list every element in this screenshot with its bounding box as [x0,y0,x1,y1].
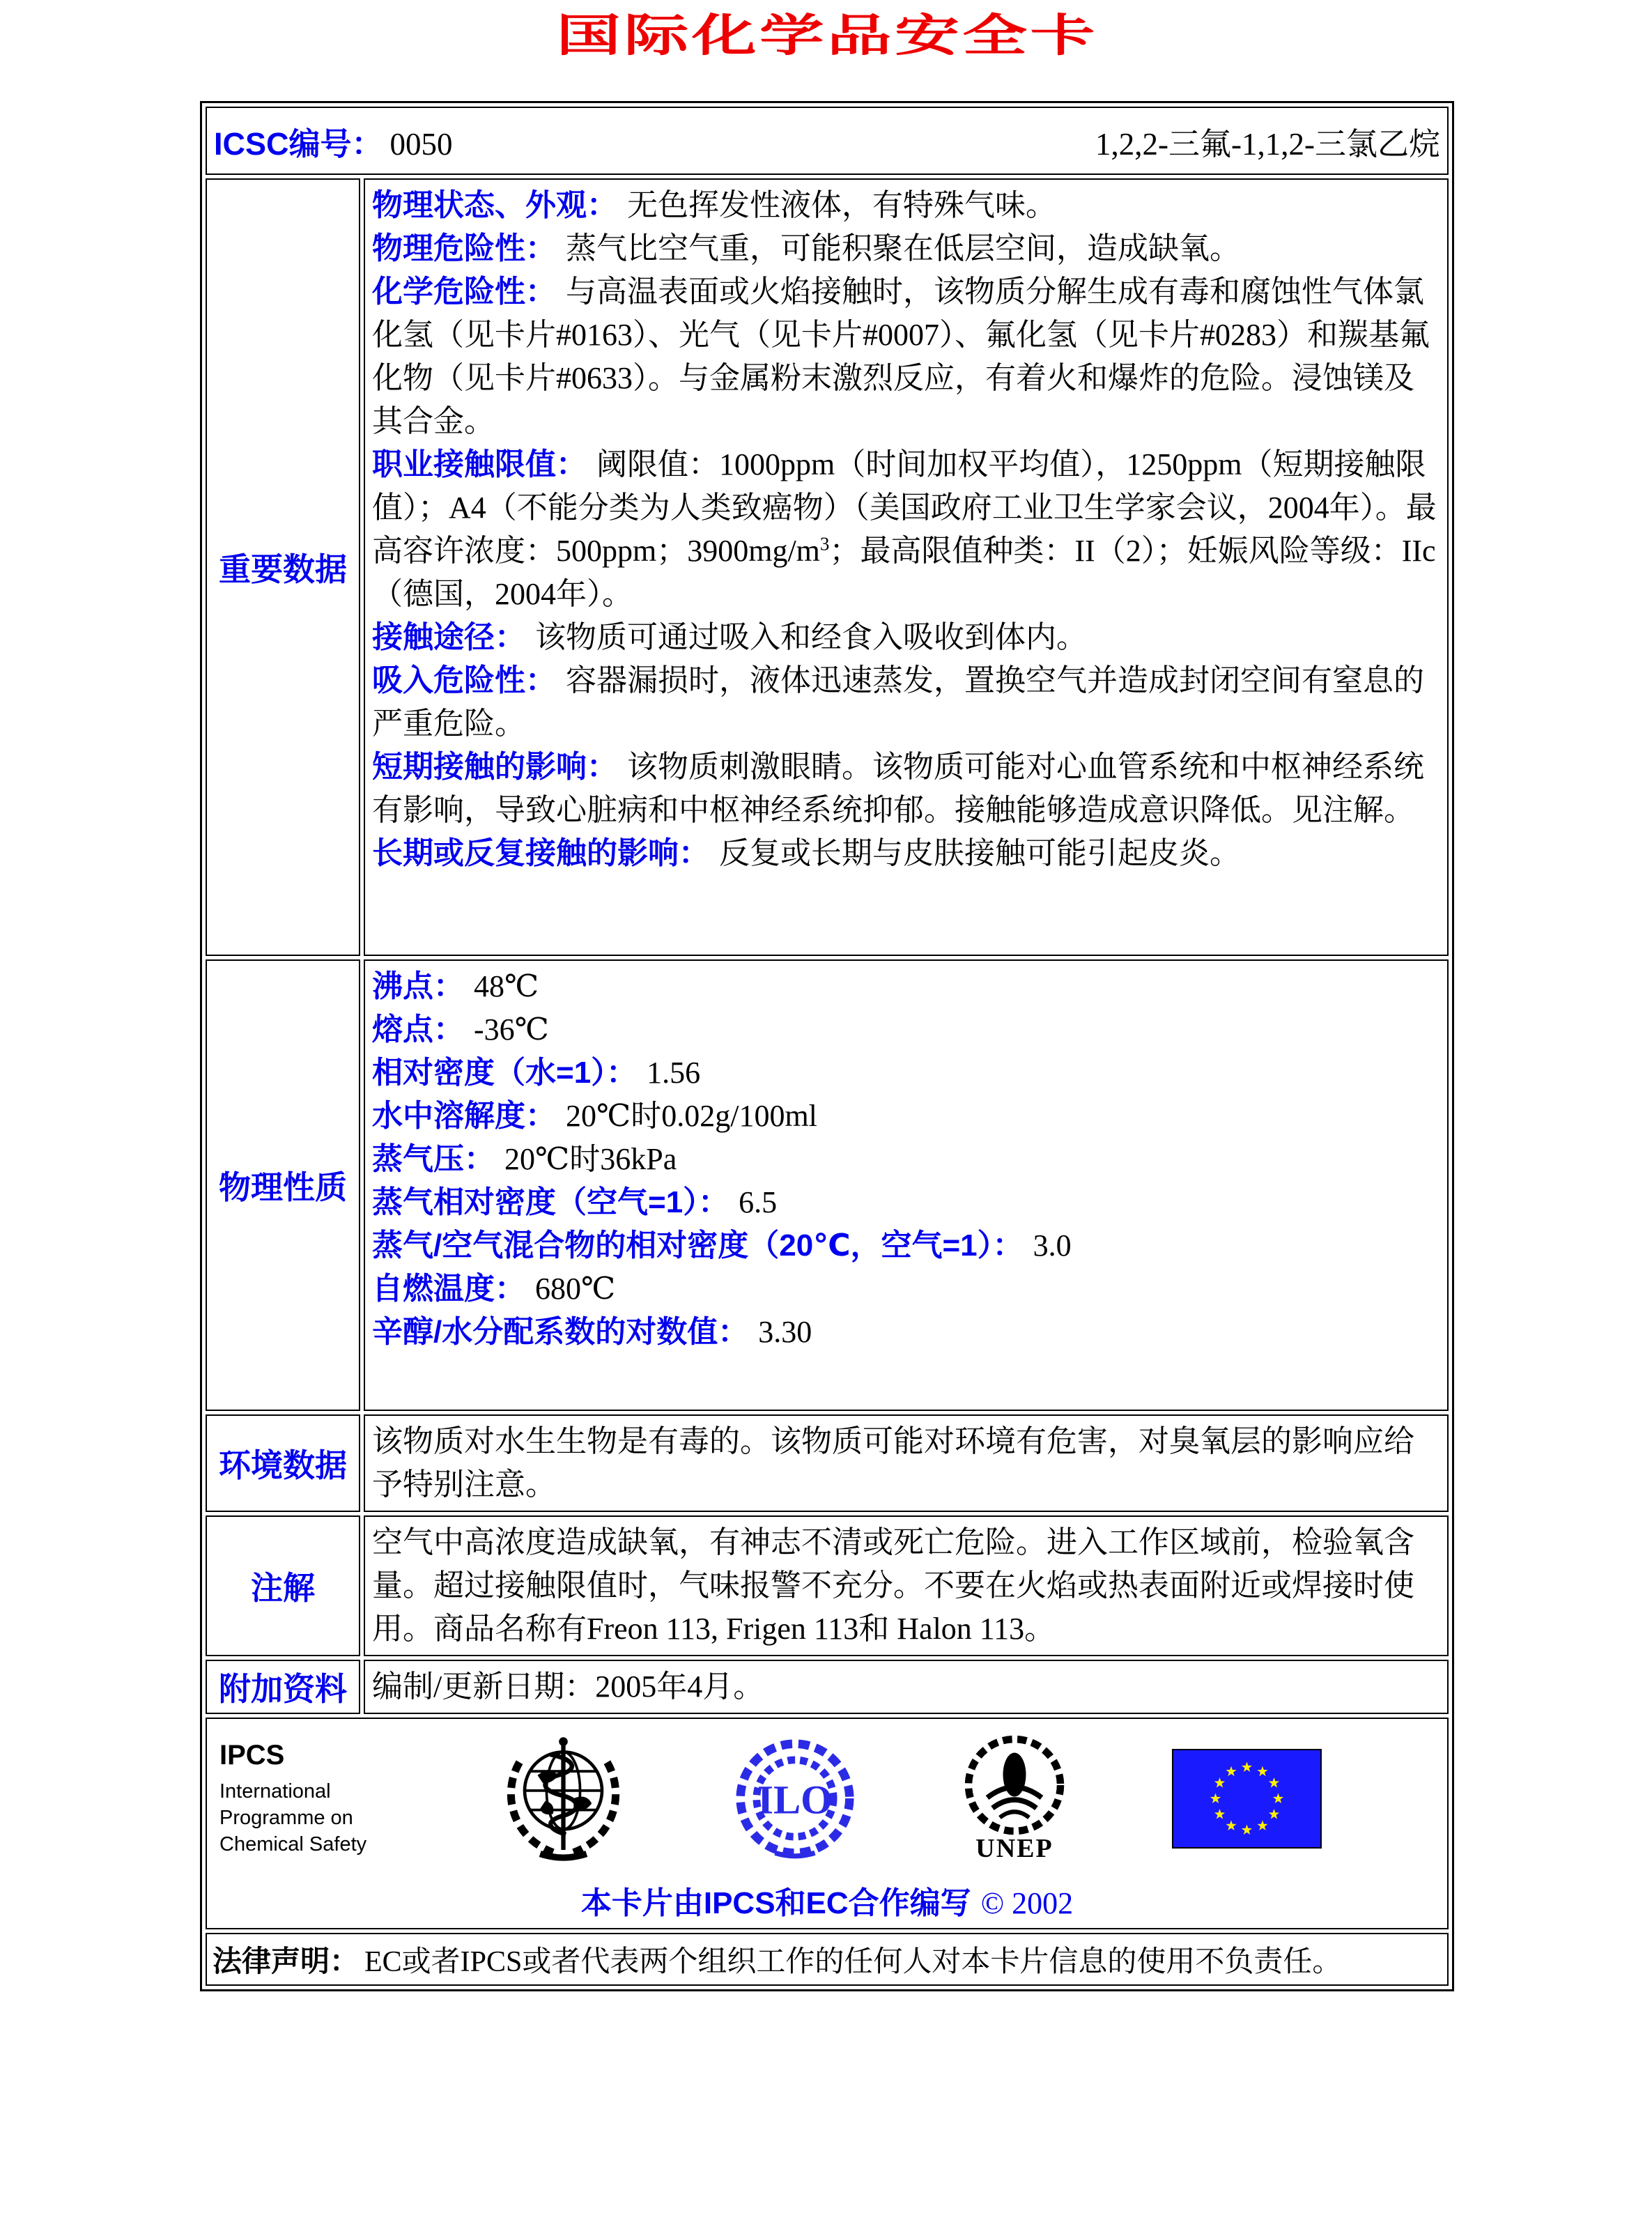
field-label: 熔点： [372,1012,464,1047]
field-text: 与高温表面或火焰接触时，该物质分解生成有毒和腐蚀性气体氯化氢（见卡片#0163）、光气（见卡片#0007）、氟化氢（见卡片#0283）和羰基氟化物（见卡片#0633）。与金属粉末激烈反应，有着火和爆炸的危险。浸蚀镁及其合金。 [372,275,1430,438]
field-text: 容器漏损时，液体迅速蒸发，置换空气并造成封闭空间有窒息的严重危险。 [372,663,1424,741]
ipcs-subtitle-line: Programme on [219,1806,353,1829]
field-text: 阈限值：1000ppm（时间加权平均值），1250ppm（短期接触限值）；A4（不能分类为人类致癌物）（美国政府工业卫生学家会议，2004年）。最高容许浓度：500ppm；3900mg/m [372,447,1437,568]
text-paragraph [372,1267,1440,1311]
field-label: 长期或反复接触的影响： [372,836,709,870]
field-text: 6.5 [739,1185,778,1219]
text-paragraph [372,1008,1440,1051]
text-paragraph [372,1224,1440,1267]
copyright-text: © 2002 [980,1886,1074,1920]
section-label-environmental-data: 环境数据 [206,1414,360,1512]
field-text: 该物质刺激眼睛。该物质可能对心血管系统和中枢神经系统有影响，导致心脏病和中枢神经系统抑郁。接触能够造成意识降低。见注解。 [372,750,1424,827]
unep-logo-block [962,1733,1067,1864]
field-text: -36℃ [474,1012,549,1047]
field-text: 无色挥发性液体，有特殊气味。 [627,188,1056,222]
text-paragraph [372,746,1440,832]
field-text: 20℃时36kPa [504,1142,677,1176]
text-paragraph [372,227,1440,270]
field-label: 蒸气/空气混合物的相对密度（20℃，空气=1）： [372,1228,1024,1263]
field-label: 接触途径： [372,620,525,654]
ipcs-title: IPCS [219,1739,285,1770]
additional-info-row [206,1660,1449,1714]
field-text: 48℃ [474,969,539,1003]
page-title-wrap [200,7,1454,65]
field-text: 蒸气比空气重，可能积聚在低层空间，造成缺氧。 [566,231,1240,265]
text-paragraph [372,270,1440,443]
ilo-logo-text: ILO [757,1777,833,1823]
text-paragraph [372,965,1440,1008]
unep-logo-icon [962,1733,1067,1837]
field-label: 辛醇/水分配系数的对数值： [372,1315,749,1349]
field-text: 反复或长期与皮肤接触可能引起皮炎。 [719,836,1240,870]
text-paragraph [372,1095,1440,1138]
ipcs-text-block [219,1740,394,1858]
field-text: 20℃时0.02g/100ml [566,1099,817,1133]
field-label: 水中溶解度： [372,1099,556,1133]
legal-label: 法律声明： [213,1945,360,1977]
section-content-physical-properties [364,959,1449,1411]
icsc-number-value: 0050 [389,126,453,162]
organizations-cell [206,1718,1449,1929]
ipcs-subtitle-line: Chemical Safety [219,1833,367,1855]
field-text: 编制/更新日期：2005年4月。 [372,1669,764,1704]
field-text: 1.56 [647,1056,701,1090]
text-paragraph [372,1138,1440,1181]
section-content-environmental-data [364,1414,1449,1512]
text-paragraph [372,659,1440,746]
field-label: 短期接触的影响： [372,750,617,784]
legal-row [206,1933,1449,1986]
section-content-additional-info [364,1660,1449,1714]
section-content-important-data [364,178,1449,956]
field-text: 该物质对水生生物是有毒的。该物质可能对环境有危害，对臭氧层的影响应给予特别注意。 [372,1424,1414,1502]
section-content-notes [364,1515,1449,1656]
legal-text: EC或者IPCS或者代表两个组织工作的任何人对本卡片信息的使用不负责任。 [364,1946,1342,1978]
credit-line [214,1878,1440,1922]
icsc-number-group [214,118,453,164]
physical-properties-row [206,959,1449,1411]
field-text: 3 [819,533,830,555]
field-label: 职业接触限值： [372,447,587,481]
field-label: 自燃温度： [372,1272,525,1306]
chemical-name: 1,2,2-三氟-1,1,2-三氯乙烷 [1095,126,1440,162]
text-paragraph [372,1521,1440,1651]
page-title: 国际化学品安全卡 [556,11,1098,61]
header-cell [206,107,1449,175]
text-paragraph [372,1665,1440,1708]
unep-label: UNEP [975,1834,1053,1863]
field-label: 沸点： [372,969,464,1003]
field-label: 相对密度（水=1）： [372,1056,638,1090]
eu-flag-icon [1172,1749,1322,1849]
field-label: 物理危险性： [372,231,556,265]
field-label: 物理状态、外观： [372,188,617,222]
text-paragraph [372,1181,1440,1224]
field-text: 680℃ [535,1272,616,1306]
ilo-logo-icon [733,1735,857,1862]
ipcs-subtitle-line: International [219,1780,331,1803]
text-paragraph [372,1311,1440,1354]
text-paragraph [372,1051,1440,1095]
important-data-row [206,178,1449,956]
field-text: 空气中高浓度造成缺氧，有神志不清或死亡危险。进入工作区域前，检验氧含量。超过接触限值时，气味报警不充分。不要在火焰或热表面附近或焊接时使用。商品名称有Freon 113, Frigen 113和 Halon 113。 [372,1525,1414,1646]
field-text: 3.0 [1033,1228,1072,1263]
icsc-card-table [200,101,1454,1991]
text-paragraph [372,184,1440,227]
section-label-additional-info: 附加资料 [206,1660,360,1714]
field-text: 3.30 [758,1315,812,1349]
text-paragraph [372,832,1440,875]
text-paragraph [372,1420,1440,1506]
text-paragraph [372,616,1440,659]
section-label-physical-properties: 物理性质 [206,959,360,1411]
field-label: 蒸气压： [372,1142,495,1176]
environmental-data-row [206,1414,1449,1512]
field-label: 蒸气相对密度（空气=1）： [372,1185,729,1219]
notes-row [206,1515,1449,1656]
credit-text: 本卡片由IPCS和EC合作编写 [580,1886,971,1920]
logos-strip [214,1725,1440,1868]
organizations-row [206,1718,1449,1929]
section-label-notes: 注解 [206,1515,360,1656]
section-label-important-data: 重要数据 [206,178,360,956]
who-logo-icon [499,1732,628,1865]
header-row [206,107,1449,175]
field-label: 吸入危险性： [372,663,556,697]
icsc-number-label: ICSC编号： [214,125,383,162]
legal-cell [206,1933,1449,1986]
text-paragraph [372,443,1440,616]
field-label: 化学危险性： [372,275,556,309]
field-text: 该物质可通过吸入和经食入吸收到体内。 [535,620,1087,654]
field-text: ；最高限值种类：II（2）；妊娠风险等级：IIc（德国，2004年）。 [372,534,1436,611]
